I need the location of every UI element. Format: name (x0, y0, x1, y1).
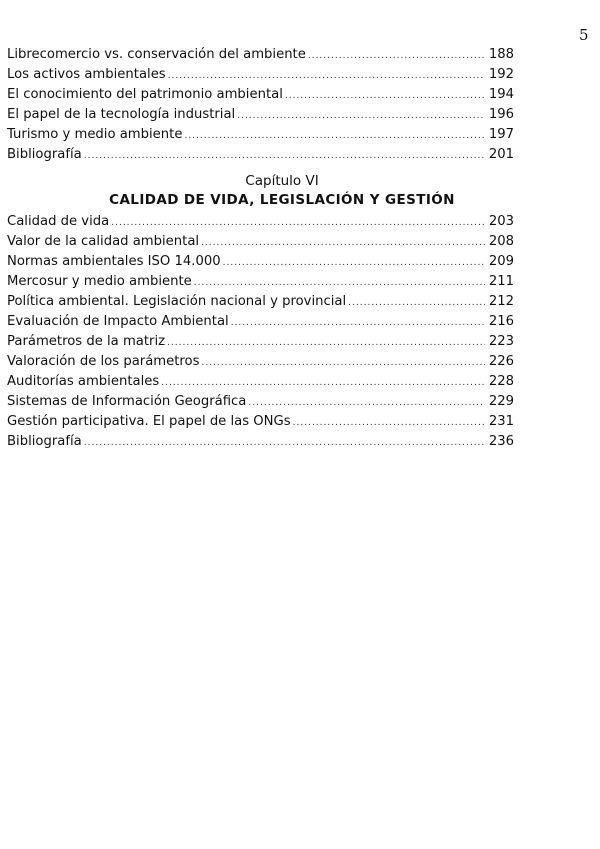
toc-entry-page: 188 (488, 47, 514, 62)
toc-entry-page: 223 (488, 334, 514, 349)
dot-leader (168, 66, 485, 86)
toc-entry-title: Gestión participativa. El papel de las ONGs (7, 414, 291, 429)
toc-entry-title: Valoración de los parámetros (7, 354, 200, 369)
chapter-label: Capítulo VI (245, 173, 319, 189)
toc-entry-title: Auditorías ambientales (7, 374, 160, 389)
toc-entry-title: Sistemas de Información Geográfica (7, 394, 247, 409)
toc-entry (7, 312, 514, 332)
dot-leader (223, 253, 485, 273)
toc-entry-title: Bibliografía (7, 434, 82, 449)
toc-entry-title: Evaluación de Impacto Ambiental (7, 314, 229, 329)
toc-entry-page: 203 (488, 214, 514, 229)
chapter-heading (7, 172, 557, 210)
toc-entry (7, 85, 514, 105)
dot-leader (237, 106, 485, 126)
toc-entry-page: 197 (488, 127, 514, 142)
toc-entry (7, 332, 514, 352)
toc-entry-title: El conocimiento del patrimonio ambiental (7, 87, 283, 102)
toc-entry (7, 292, 514, 312)
dot-leader (348, 293, 485, 313)
chapter-title: CALIDAD DE VIDA, LEGISLACIÓN Y GESTIÓN (109, 192, 455, 208)
toc-entry (7, 272, 514, 292)
dot-leader (248, 393, 485, 413)
toc-entry-title: El papel de la tecnología industrial (7, 107, 236, 122)
toc-entry-title: Librecomercio vs. conservación del ambiente (7, 47, 306, 62)
toc-section-chapter-vi (7, 212, 514, 452)
toc-entry (7, 392, 514, 412)
toc-entry-page: 209 (488, 254, 514, 269)
toc-entry (7, 352, 514, 372)
toc-entry-page: 231 (488, 414, 514, 429)
toc-entry-title: Turismo y medio ambiente (7, 127, 183, 142)
toc-entry-page: 226 (488, 354, 514, 369)
toc-entry-page: 212 (488, 294, 514, 309)
toc-entry (7, 252, 514, 272)
dot-leader (231, 313, 485, 333)
toc-entry (7, 232, 514, 252)
toc-entry-page: 236 (488, 434, 514, 449)
toc-entry-title: Normas ambientales ISO 14.000 (7, 254, 221, 269)
toc-entry (7, 45, 514, 65)
toc-entry-page: 211 (488, 274, 514, 289)
dot-leader (167, 333, 485, 353)
toc-entry-title: Parámetros de la matriz (7, 334, 166, 349)
dot-leader (201, 233, 485, 253)
toc-entry-title: Valor de la calidad ambiental (7, 234, 200, 249)
dot-leader (201, 353, 485, 373)
toc-entry (7, 125, 514, 145)
dot-leader (111, 213, 485, 233)
page-number: 5 (579, 26, 589, 44)
toc-entry-title: Los activos ambientales (7, 67, 166, 82)
toc-entry (7, 145, 514, 165)
toc-entry-title: Mercosur y medio ambiente (7, 274, 192, 289)
toc-entry-title: Bibliografía (7, 147, 82, 162)
dot-leader (285, 86, 485, 106)
toc-entry-page: 194 (488, 87, 514, 102)
toc-entry (7, 372, 514, 392)
dot-leader (84, 433, 485, 453)
toc-entry-title: Calidad de vida (7, 214, 110, 229)
dot-leader (184, 126, 485, 146)
dot-leader (308, 46, 485, 66)
toc-entry-page: 196 (488, 107, 514, 122)
toc-entry (7, 65, 514, 85)
toc-entry (7, 412, 514, 432)
dot-leader (293, 413, 485, 433)
toc-entry-page: 192 (488, 67, 514, 82)
toc-section-previous-chapter (7, 45, 514, 165)
toc-entry (7, 432, 514, 452)
toc-entry (7, 105, 514, 125)
toc-entry-title: Política ambiental. Legislación nacional y provincial (7, 294, 347, 309)
dot-leader (84, 146, 485, 166)
toc-entry-page: 228 (488, 374, 514, 389)
toc-entry-page: 229 (488, 394, 514, 409)
dot-leader (194, 273, 485, 293)
dot-leader (161, 373, 485, 393)
toc-entry-page: 216 (488, 314, 514, 329)
toc-entry-page: 208 (488, 234, 514, 249)
toc-entry-page: 201 (488, 147, 514, 162)
toc-entry (7, 212, 514, 232)
